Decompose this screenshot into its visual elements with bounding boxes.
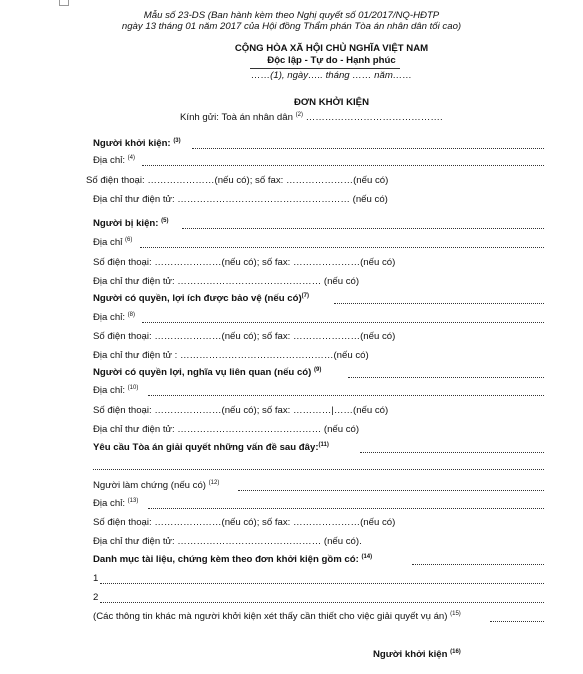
recipient-note: (2) xyxy=(295,111,303,118)
documents-item-2-line xyxy=(100,601,544,603)
interested-email: Địa chỉ thư điện tử : …………………………………………(nếu có) xyxy=(93,350,369,361)
other-info: (Các thông tin khác mà người khởi kiện xét thấy cần thiết cho việc giải quyết vụ án) $^{(15)}$ xyxy=(93,610,461,622)
plaintiff-label: Người khởi kiện: $^{(3)}$ xyxy=(93,137,181,149)
witness-address: Địa chỉ: $^{(13)}$ xyxy=(93,497,139,509)
related-email: Địa chỉ thư điện tử: ……………………………………… (nếu có) xyxy=(93,424,360,435)
other-info-fill-line xyxy=(490,620,544,622)
witness-fill-line xyxy=(238,489,544,491)
interested-address: Địa chỉ: $^{(8)}$ xyxy=(93,311,136,323)
documents-item-1-line xyxy=(100,582,544,584)
form-number: Mẫu số 23-DS (Ban hành kèm theo Nghị quyết số 01/2017/NQ-HĐTP xyxy=(143,10,440,21)
documents-item-1: 1 xyxy=(93,573,99,584)
defendant-address: Địa chỉ $^{(6)}$ xyxy=(93,236,133,248)
defendant-address-line xyxy=(140,246,544,248)
form-issue-date: ngày 13 tháng 01 năm 2017 của Hội đồng Thẩm phán Tòa án nhân dân tối cao) xyxy=(121,21,462,32)
plaintiff-address-line xyxy=(142,164,544,166)
signature-label: Người khởi kiện $^{(16)}$ xyxy=(373,648,461,660)
document-title: ĐƠN KHỞI KIỆN xyxy=(294,97,369,108)
page-corner-mark xyxy=(59,0,69,6)
request-label: Yêu cầu Tòa án giải quyết những vấn đề sau đây:$^{(11)}$ xyxy=(93,441,329,453)
motto-underline xyxy=(250,68,400,69)
request-fill-line-1 xyxy=(360,451,544,453)
documents-item-2: 2 xyxy=(93,592,99,603)
documents-label: Danh mục tài liệu, chứng kèm theo đơn khởi kiện gồm có: $^{(14)}$ xyxy=(93,553,373,565)
related-phone: Số điện thoại: …………………(nếu có); số fax: …………|……(nếu có) xyxy=(93,405,389,416)
country-name: CỘNG HÒA XÃ HỘI CHỦ NGHĨA VIỆT NAM xyxy=(234,43,429,54)
interested-address-line xyxy=(142,321,544,323)
documents-fill-line xyxy=(412,563,544,565)
related-address-line xyxy=(148,394,544,396)
witness-phone: Số điện thoại: …………………(nếu có); số fax: …………………(nếu có) xyxy=(93,517,396,528)
witness-email: Địa chỉ thư điện tử: ……………………………………… (nếu có). xyxy=(93,536,362,547)
interested-phone: Số điện thoại: …………………(nếu có); số fax: …………………(nếu có) xyxy=(93,331,396,342)
witness-label: Người làm chứng (nếu có) $^{(12)}$ xyxy=(93,479,220,491)
related-address: Địa chỉ: $^{(10)}$ xyxy=(93,384,139,396)
interested-fill-line xyxy=(334,302,544,304)
plaintiff-address: Địa chỉ: $^{(4)}$ xyxy=(93,154,136,166)
plaintiff-fill-line xyxy=(192,147,544,149)
recipient-label: Kính gửi: Toà án nhân dân xyxy=(180,112,293,123)
defendant-label: Người bị kiện: $^{(5)}$ xyxy=(93,217,169,229)
recipient-dots: ……………………………………. xyxy=(305,112,443,123)
place-date: ……(1), ngày….. tháng …… năm…… xyxy=(250,70,412,81)
interested-label: Người có quyền, lợi ích được bảo vệ (nếu có)$^{(7)}$ xyxy=(93,292,310,304)
defendant-phone: Số điện thoại: …………………(nếu có); số fax: …………………(nếu có) xyxy=(93,257,396,268)
recipient-line xyxy=(180,112,443,124)
defendant-email: Địa chỉ thư điện tử: ……………………………………… (nếu có) xyxy=(93,276,360,287)
related-fill-line xyxy=(348,376,544,378)
defendant-fill-line xyxy=(182,227,544,229)
plaintiff-phone: Số điện thoại: …………………(nếu có); số fax: …………………(nếu có) xyxy=(86,175,389,186)
national-motto: Độc lập - Tự do - Hạnh phúc xyxy=(267,55,396,66)
related-label: Người có quyền lợi, nghĩa vụ liên quan (nếu có) $^{(9)}$ xyxy=(93,366,322,378)
plaintiff-email: Địa chỉ thư điện tử: ……………………………………………… (nếu có) xyxy=(93,194,388,205)
request-fill-line-2 xyxy=(93,468,544,470)
witness-address-line xyxy=(148,507,544,509)
